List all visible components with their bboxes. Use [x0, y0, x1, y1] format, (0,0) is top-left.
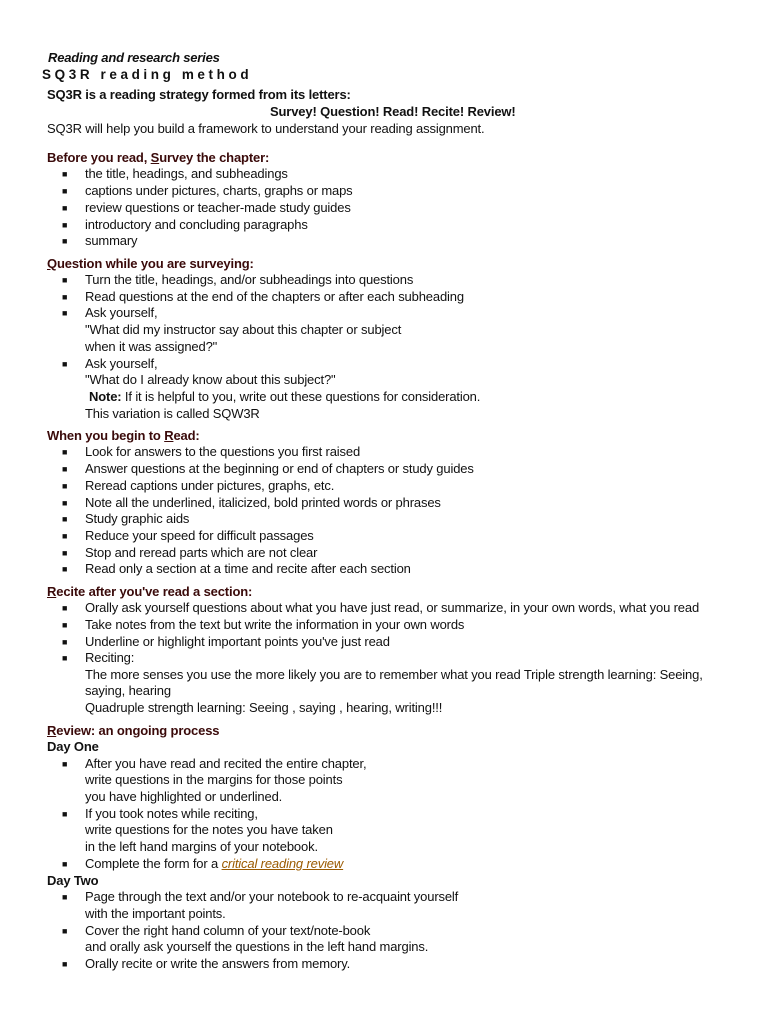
bullet-icon: ■ [62, 186, 68, 196]
list-item: Read questions at the end of the chapters or after each subheading [85, 289, 464, 304]
list-item: Ask yourself, [85, 356, 158, 371]
bullet-icon: ■ [62, 236, 68, 246]
series-label: Reading and research series [48, 50, 220, 65]
list-item: captions under pictures, charts, graphs or maps [85, 183, 353, 198]
day-one-heading: Day One [47, 739, 99, 754]
read-heading: When you begin to Read: [47, 428, 200, 443]
note-line: Note: If it is helpful to you, write out these questions for consideration. [89, 389, 481, 404]
bullet-icon: ■ [62, 548, 68, 558]
bullet-icon: ■ [62, 292, 68, 302]
page-title: SQ3R reading method [42, 67, 253, 82]
survey-heading: Before you read, Survey the chapter: [47, 150, 270, 165]
list-item: Underline or highlight important points you've just read [85, 634, 390, 649]
list-item: Cover the right hand column of your text/note-book [85, 923, 371, 938]
critical-reading-review-link[interactable]: critical reading review [221, 856, 344, 871]
quote-line: "What did my instructor say about this chapter or subject [85, 322, 402, 337]
list-item: Look for answers to the questions you first raised [85, 444, 361, 459]
review-heading: Review: an ongoing process [47, 723, 220, 738]
bullet-icon: ■ [62, 637, 68, 647]
list-item: Turn the title, headings, and/or subheadings into questions [85, 272, 414, 287]
question-heading: Question while you are surveying: [47, 256, 254, 271]
list-item-cont: in the left hand margins of your notebook. [85, 839, 318, 854]
list-item: the title, headings, and subheadings [85, 166, 288, 181]
variation-line: This variation is called SQW3R [85, 406, 260, 421]
list-item: Page through the text and/or your notebook to re-acquaint yourself [85, 889, 459, 904]
list-item: Orally ask yourself questions about what you have just read, or summarize, in your own words, what you read [85, 600, 700, 615]
bullet-icon: ■ [62, 498, 68, 508]
list-item: If you took notes while reciting, [85, 806, 258, 821]
list-item: review questions or teacher-made study guides [85, 200, 351, 215]
bullet-icon: ■ [62, 514, 68, 524]
list-item: Reduce your speed for difficult passages [85, 528, 314, 543]
list-item: Study graphic aids [85, 511, 190, 526]
bullet-icon: ■ [62, 759, 68, 769]
bullet-icon: ■ [62, 531, 68, 541]
list-item: Ask yourself, [85, 305, 158, 320]
list-item: Note all the underlined, italicized, bold printed words or phrases [85, 495, 441, 510]
list-item-cont: you have highlighted or underlined. [85, 789, 283, 804]
list-item: Complete the form for a critical reading review [85, 856, 344, 871]
bullet-icon: ■ [62, 308, 68, 318]
list-item-cont: write questions in the margins for those points [85, 772, 343, 787]
list-item-cont: write questions for the notes you have taken [85, 822, 333, 837]
quote-line: "What do I already know about this subject?" [85, 372, 336, 387]
bullet-icon: ■ [62, 169, 68, 179]
list-item: Answer questions at the beginning or end of chapters or study guides [85, 461, 474, 476]
list-item: introductory and concluding paragraphs [85, 217, 308, 232]
bullet-icon: ■ [62, 564, 68, 574]
bullet-icon: ■ [62, 653, 68, 663]
bullet-icon: ■ [62, 275, 68, 285]
list-item: Orally recite or write the answers from memory. [85, 956, 351, 971]
reciting-detail: saying, hearing [85, 683, 171, 698]
bullet-icon: ■ [62, 620, 68, 630]
intro-line-3: SQ3R will help you build a framework to understand your reading assignment. [47, 121, 485, 136]
bullet-icon: ■ [62, 603, 68, 613]
list-item: After you have read and recited the entire chapter, [85, 756, 367, 771]
bullet-icon: ■ [62, 220, 68, 230]
list-item: Read only a section at a time and recite after each section [85, 561, 411, 576]
bullet-icon: ■ [62, 464, 68, 474]
bullet-icon: ■ [62, 203, 68, 213]
bullet-icon: ■ [62, 959, 68, 969]
bullet-icon: ■ [62, 809, 68, 819]
quote-line: when it was assigned?" [85, 339, 218, 354]
list-item: Reread captions under pictures, graphs, etc. [85, 478, 335, 493]
intro-line-2: Survey! Question! Read! Recite! Review! [270, 104, 516, 119]
intro-line-1: SQ3R is a reading strategy formed from its letters: [47, 87, 351, 102]
list-item: summary [85, 233, 138, 248]
reciting-detail: Quadruple strength learning: Seeing , saying , hearing, writing!!! [85, 700, 443, 715]
bullet-icon: ■ [62, 447, 68, 457]
list-item: Stop and reread parts which are not clear [85, 545, 318, 560]
recite-heading: Recite after you've read a section: [47, 584, 253, 599]
list-item-cont: with the important points. [85, 906, 226, 921]
reciting-detail: The more senses you use the more likely you are to remember what you read Triple strength learning: Seeing, [85, 667, 703, 682]
list-item-cont: and orally ask yourself the questions in the left hand margins. [85, 939, 429, 954]
bullet-icon: ■ [62, 481, 68, 491]
list-item: Reciting: [85, 650, 135, 665]
list-item: Take notes from the text but write the information in your own words [85, 617, 465, 632]
day-two-heading: Day Two [47, 873, 99, 888]
bullet-icon: ■ [62, 359, 68, 369]
bullet-icon: ■ [62, 926, 68, 936]
bullet-icon: ■ [62, 892, 68, 902]
bullet-icon: ■ [62, 859, 68, 869]
